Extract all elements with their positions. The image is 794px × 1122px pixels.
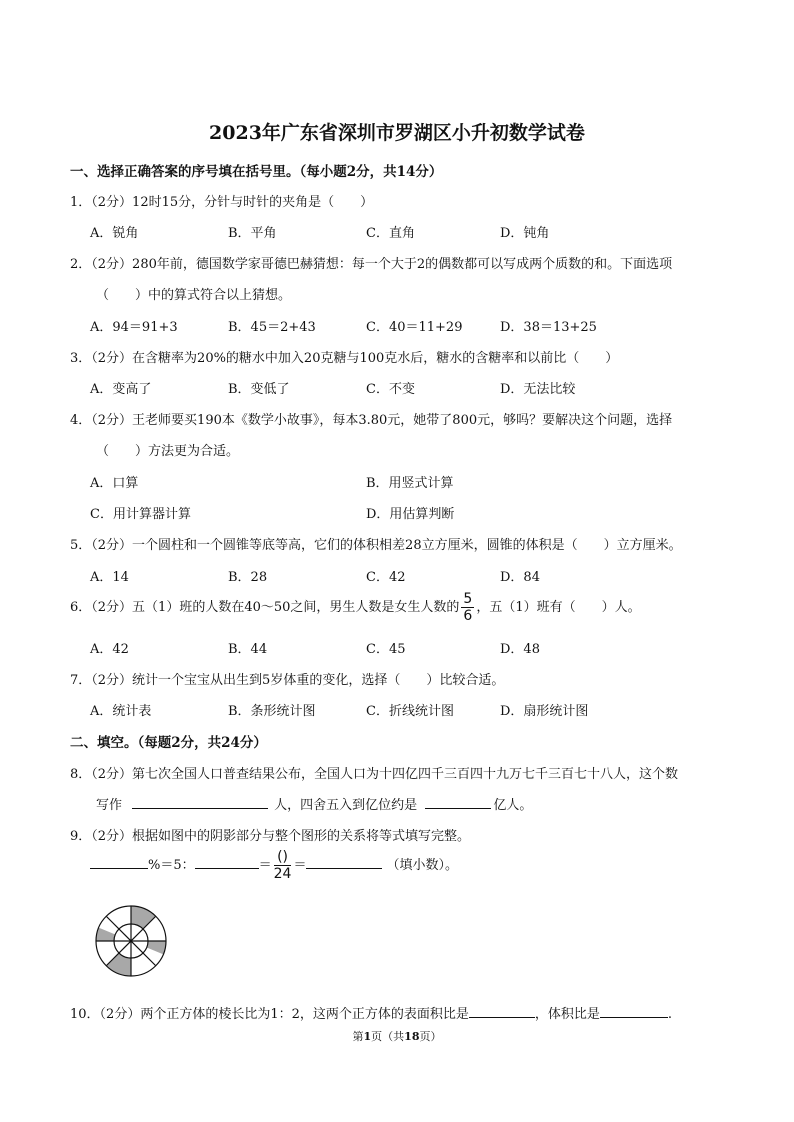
question-8-line-2 — [96, 794, 532, 813]
q8-answer-blank-yi[interactable] — [425, 796, 491, 809]
q4-option-c: C．用计算器计算 — [90, 507, 191, 522]
question-4-line-1: 4．（2分）王老师要买190本《数学小故事》，每本3.80元，她带了800元，够吗？要解决这个问题，选择 — [70, 413, 673, 428]
q3-option-c: C．不变 — [366, 382, 415, 397]
q10-answer-blank-area[interactable] — [469, 1005, 535, 1018]
q10-text-c: . — [667, 1007, 673, 1022]
q2-option-b: B．45＝2+43 — [228, 320, 316, 335]
question-2-line-2: （ ）中的算式符合以上猜想。 — [96, 288, 292, 303]
fraction-denominator: 6 — [463, 608, 473, 624]
q5-option-a: A．14 — [90, 570, 129, 585]
section-1-heading: 一、选择正确答案的序号填在括号里。（每小题2分，共14分） — [70, 164, 443, 180]
question-6-text-before: 6．（2分）五（1）班的人数在40～50之间，男生人数是女生人数的 — [70, 600, 460, 615]
q8-rounding-label: 人，四舍五入到亿位约是 — [274, 798, 418, 813]
footer-total-pages: 18 — [404, 1030, 420, 1043]
q10-text-b: ，体积比是 — [534, 1007, 600, 1022]
q8-unit-label: 亿人。 — [493, 798, 533, 813]
q5-option-d: D．84 — [500, 570, 540, 585]
q8-write-as-label: 写作 — [96, 798, 123, 813]
q3-option-d: D．无法比较 — [500, 382, 576, 397]
q9-eq-equals-1: ＝ — [258, 858, 272, 873]
q2-option-d: D．38＝13+25 — [500, 320, 597, 335]
question-9-equation — [90, 850, 458, 881]
q1-option-c: C．直角 — [366, 226, 415, 241]
footer-prefix: 第 — [352, 1030, 364, 1043]
q9-answer-blank-ratio[interactable] — [195, 856, 259, 869]
q2-option-c: C．40＝11+29 — [366, 320, 463, 335]
q6-option-b: B．44 — [228, 642, 268, 657]
q1-option-b: B．平角 — [228, 226, 277, 241]
q7-option-d: D．扇形统计图 — [500, 704, 589, 719]
q6-option-a: A．42 — [90, 642, 129, 657]
footer-suffix: 页） — [419, 1030, 442, 1043]
question-8-line-1: 8．（2分）第七次全国人口普查结果公布，全国人口为十四亿四千三百四十九万七千三百七十八人，这个数 — [70, 767, 679, 782]
q9-answer-blank-decimal[interactable] — [306, 856, 382, 869]
fraction-five-sixths — [461, 592, 474, 623]
q7-option-b: B．条形统计图 — [228, 704, 316, 719]
page-footer — [0, 1028, 794, 1044]
fraction-numerator: 5 — [463, 591, 473, 607]
q9-answer-blank-percent[interactable] — [90, 856, 148, 869]
q2-option-a: A．94＝91+3 — [90, 320, 178, 335]
q9-fraction-denominator: 24 — [273, 866, 292, 882]
shaded-circle-figure — [88, 898, 174, 984]
q9-fraction-numerator: () — [274, 850, 292, 866]
question-4-line-2: （ ）方法更为合适。 — [96, 444, 240, 459]
page-title: 2023年广东省深圳市罗湖区小升初数学试卷 — [209, 122, 585, 144]
q7-option-c: C．折线统计图 — [366, 704, 454, 719]
footer-middle: 页（共 — [371, 1030, 405, 1043]
footer-page-number: 1 — [363, 1030, 372, 1043]
question-6 — [70, 592, 641, 623]
q3-option-a: A．变高了 — [90, 382, 152, 397]
q6-option-c: C．45 — [366, 642, 406, 657]
q9-eq-percent-text: %＝5： — [148, 858, 195, 873]
q6-option-d: D．48 — [500, 642, 540, 657]
q5-option-c: C．42 — [366, 570, 406, 585]
question-2-line-1: 2．（2分）280年前，德国数学家哥德巴赫猜想：每一个大于2的偶数都可以写成两个质数的和。下面选项 — [70, 257, 673, 272]
q9-eq-decimal-note: （填小数）。 — [386, 858, 458, 873]
q4-option-a: A．口算 — [90, 476, 139, 491]
q9-eq-equals-2: ＝ — [293, 858, 307, 873]
question-5: 5．（2分）一个圆柱和一个圆锥等底等高，它们的体积相差28立方厘米，圆锥的体积是（ ）立方厘米。 — [70, 538, 682, 553]
figure-outline — [96, 906, 166, 976]
q5-option-b: B．28 — [228, 570, 268, 585]
q4-option-d: D．用估算判断 — [366, 507, 455, 522]
section-2-heading: 二、填空。（每题2分，共24分） — [70, 735, 267, 751]
question-9: 9．（2分）根据如图中的阴影部分与整个图形的关系将等式填写完整。 — [70, 829, 471, 844]
q8-answer-blank-number[interactable] — [132, 796, 268, 809]
question-1: 1．（2分）12时15分，分针与时针的夹角是（ ） — [70, 195, 374, 210]
question-7: 7．（2分）统计一个宝宝从出生到5岁体重的变化，选择（ ）比较合适。 — [70, 673, 505, 688]
q9-fraction — [274, 850, 292, 881]
q10-answer-blank-volume[interactable] — [600, 1005, 668, 1018]
question-6-text-after: ，五（1）班有（ ）人。 — [476, 600, 641, 615]
question-10 — [70, 1003, 672, 1022]
q1-option-a: A．锐角 — [90, 226, 139, 241]
q7-option-a: A．统计表 — [90, 704, 152, 719]
q10-text-a: 10．（2分）两个正方体的棱长比为1：2，这两个正方体的表面积比是 — [70, 1007, 469, 1022]
q1-option-d: D．钝角 — [500, 226, 550, 241]
q4-option-b: B．用竖式计算 — [366, 476, 454, 491]
q3-option-b: B．变低了 — [228, 382, 290, 397]
question-3: 3．（2分）在含糖率为20%的糖水中加入20克糖与100克水后，糖水的含糖率和以前比（ ） — [70, 351, 619, 366]
